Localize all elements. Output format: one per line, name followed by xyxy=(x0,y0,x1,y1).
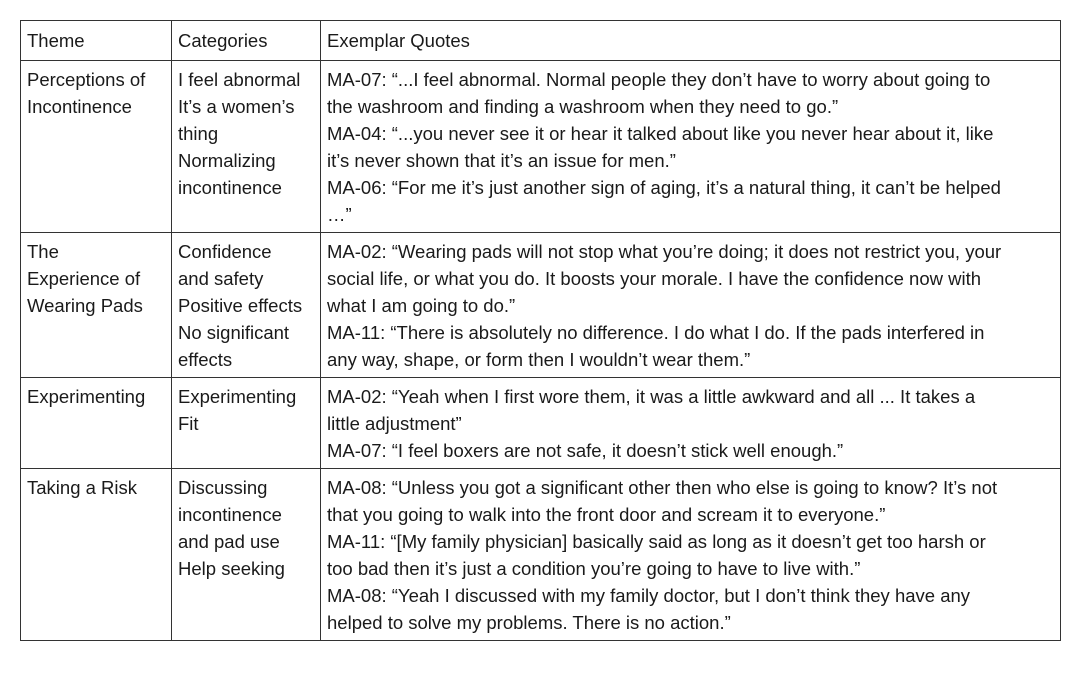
table-header xyxy=(21,21,1061,61)
category-line: incontinence xyxy=(178,177,282,198)
category-line: and safety xyxy=(178,268,264,289)
quote-line: any way, shape, or form then I wouldn’t wear them.” xyxy=(327,349,751,370)
table-row xyxy=(21,469,1061,641)
category-line: Discussing xyxy=(178,477,268,498)
quote-line: helped to solve my problems. There is no action.” xyxy=(327,612,731,633)
quote-line: MA-07: “I feel boxers are not safe, it doesn’t stick well enough.” xyxy=(327,440,844,461)
theme-line: Wearing Pads xyxy=(27,295,143,316)
theme-line: The xyxy=(27,241,59,262)
quote-line: that you going to walk into the front door and scream it to everyone.” xyxy=(327,504,886,525)
categories-cell xyxy=(172,233,321,378)
quote-line: social life, or what you do. It boosts your morale. I have the confidence now with xyxy=(327,268,982,289)
quote-line: MA-04: “...you never see it or hear it talked about like you never hear about it, like xyxy=(327,123,994,144)
category-line: I feel abnormal xyxy=(178,69,301,90)
theme-cell xyxy=(21,378,172,469)
quotes-cell xyxy=(321,61,1061,233)
quote-line: little adjustment” xyxy=(327,413,462,434)
categories-cell xyxy=(172,61,321,233)
quotes-cell xyxy=(321,469,1061,641)
table-row xyxy=(21,378,1061,469)
quote-line: what I am going to do.” xyxy=(327,295,516,316)
header-theme: Theme xyxy=(21,21,172,61)
category-line: Positive effects xyxy=(178,295,303,316)
theme-cell xyxy=(21,61,172,233)
quote-line: MA-08: “Unless you got a significant other then who else is going to know? It’s not xyxy=(327,477,998,498)
themes-table xyxy=(20,20,1061,641)
quote-line: MA-11: “[My family physician] basically said as long as it doesn’t get too harsh or xyxy=(327,531,986,552)
category-line: Experimenting xyxy=(178,386,297,407)
header-row xyxy=(21,21,1061,61)
quote-line: MA-02: “Yeah when I first wore them, it was a little awkward and all ... It takes a xyxy=(327,386,976,407)
quote-line: MA-02: “Wearing pads will not stop what you’re doing; it does not restrict you, your xyxy=(327,241,1002,262)
category-line: Fit xyxy=(178,413,199,434)
category-line: It’s a women’s xyxy=(178,96,295,117)
quote-line: …” xyxy=(327,204,352,225)
quote-line: it’s never shown that it’s an issue for men.” xyxy=(327,150,676,171)
category-line: Help seeking xyxy=(178,558,285,579)
quote-line: the washroom and finding a washroom when they need to go.” xyxy=(327,96,839,117)
category-line: No significant xyxy=(178,322,290,343)
category-line: Normalizing xyxy=(178,150,276,171)
theme-line: Experimenting xyxy=(27,386,146,407)
category-line: Confidence xyxy=(178,241,272,262)
category-line: and pad use xyxy=(178,531,280,552)
quote-line: MA-07: “...I feel abnormal. Normal people they don’t have to worry about going to xyxy=(327,69,991,90)
theme-line: Perceptions of xyxy=(27,69,146,90)
table-row xyxy=(21,61,1061,233)
theme-cell xyxy=(21,469,172,641)
table-row xyxy=(21,233,1061,378)
categories-cell xyxy=(172,378,321,469)
theme-line: Taking a Risk xyxy=(27,477,138,498)
categories-cell xyxy=(172,469,321,641)
table-body xyxy=(21,61,1061,641)
quote-line: MA-08: “Yeah I discussed with my family doctor, but I don’t think they have any xyxy=(327,585,971,606)
header-exemplar-quotes: Exemplar Quotes xyxy=(321,21,1061,61)
quote-line: MA-11: “There is absolutely no difference. I do what I do. If the pads interfered in xyxy=(327,322,985,343)
quote-line: too bad then it’s just a condition you’re going to have to live with.” xyxy=(327,558,861,579)
theme-line: Incontinence xyxy=(27,96,132,117)
theme-line: Experience of xyxy=(27,268,141,289)
category-line: effects xyxy=(178,349,233,370)
category-line: incontinence xyxy=(178,504,282,525)
theme-cell xyxy=(21,233,172,378)
category-line: thing xyxy=(178,123,219,144)
quote-line: MA-06: “For me it’s just another sign of aging, it’s a natural thing, it can’t be helped xyxy=(327,177,1001,198)
quotes-cell xyxy=(321,233,1061,378)
header-categories: Categories xyxy=(172,21,321,61)
quotes-cell xyxy=(321,378,1061,469)
